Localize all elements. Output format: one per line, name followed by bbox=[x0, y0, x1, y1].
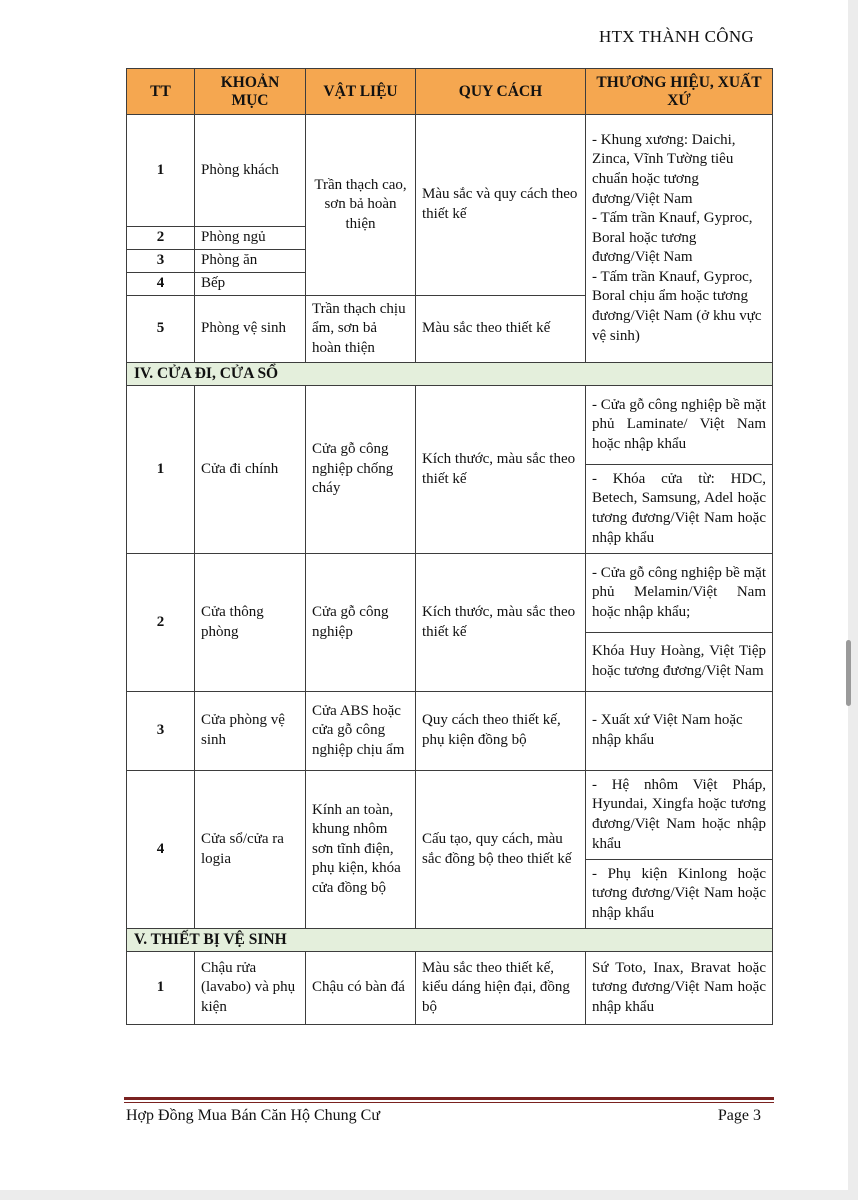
row-material: Trần thạch cao, sơn bả hoàn thiện bbox=[306, 115, 416, 296]
footer-rule bbox=[124, 1102, 774, 1103]
row-tt: 5 bbox=[127, 296, 195, 363]
brand-line: - Tấm trần Knauf, Gyproc, Boral chịu ẩm hoặc tương đương/Việt Nam (ở khu vực vệ sinh) bbox=[592, 268, 762, 344]
row-spec: Kích thước, màu sắc theo thiết kế bbox=[416, 554, 586, 692]
section-title: V. THIẾT BỊ VỆ SINH bbox=[127, 929, 773, 952]
row-brand: - Xuất xứ Việt Nam hoặc nhập khẩu bbox=[586, 692, 773, 771]
col-header-material: VẬT LIỆU bbox=[306, 69, 416, 115]
row-brand: - Cửa gỗ công nghiệp bề mặt phủ Melamin/Việt Nam hoặc nhập khẩu; bbox=[586, 554, 773, 633]
spec-table bbox=[126, 68, 773, 1025]
row-tt: 3 bbox=[127, 692, 195, 771]
row-material: Kính an toàn, khung nhôm sơn tĩnh điện, phụ kiện, khóa cửa đồng bộ bbox=[306, 771, 416, 929]
section-title: IV. CỬA ĐI, CỬA SỔ bbox=[127, 363, 773, 386]
row-item: Phòng ăn bbox=[195, 250, 306, 273]
row-item: Chậu rửa (lavabo) và phụ kiện bbox=[195, 952, 306, 1025]
col-header-tt: TT bbox=[127, 69, 195, 115]
row-brand: - Cửa gỗ công nghiệp bề mặt phủ Laminate/ Việt Nam hoặc nhập khẩu bbox=[586, 386, 773, 465]
section-row bbox=[127, 363, 773, 386]
row-item: Cửa sổ/cửa ra logia bbox=[195, 771, 306, 929]
row-item: Phòng vệ sinh bbox=[195, 296, 306, 363]
page-number: Page 3 bbox=[717, 1107, 761, 1124]
table-row bbox=[127, 554, 773, 633]
row-tt: 2 bbox=[127, 554, 195, 692]
table-row bbox=[127, 771, 773, 860]
row-tt: 3 bbox=[127, 250, 195, 273]
table-row bbox=[127, 952, 773, 1025]
row-tt: 1 bbox=[127, 115, 195, 227]
row-item: Cửa thông phòng bbox=[195, 554, 306, 692]
row-tt: 4 bbox=[127, 771, 195, 929]
row-spec: Màu sắc và quy cách theo thiết kế bbox=[416, 115, 586, 296]
row-material: Cửa gỗ công nghiệp bbox=[306, 554, 416, 692]
col-header-brand: THƯƠNG HIỆU, XUẤT XỨ bbox=[586, 69, 773, 115]
table-row bbox=[127, 386, 773, 465]
row-spec: Màu sắc theo thiết kế, kiểu dáng hiện đại, đồng bộ bbox=[416, 952, 586, 1025]
brand-line: - Khung xương: Daichi, Zinca, Vĩnh Tường tiêu chuẩn hoặc tương đương/Việt Nam bbox=[592, 131, 736, 207]
row-spec: Quy cách theo thiết kế, phụ kiện đồng bộ bbox=[416, 692, 586, 771]
row-item: Phòng ngủ bbox=[195, 227, 306, 250]
row-spec: Màu sắc theo thiết kế bbox=[416, 296, 586, 363]
row-item: Phòng khách bbox=[195, 115, 306, 227]
org-header: HTX THÀNH CÔNG bbox=[599, 27, 754, 46]
row-spec: Kích thước, màu sắc theo thiết kế bbox=[416, 386, 586, 554]
col-header-spec: QUY CÁCH bbox=[416, 69, 586, 115]
footer-rule bbox=[124, 1097, 774, 1100]
row-brand: - Phụ kiện Kinlong hoặc tương đương/Việt Nam hoặc nhập khẩu bbox=[586, 860, 773, 929]
section-row bbox=[127, 929, 773, 952]
table-row bbox=[127, 115, 773, 227]
row-material: Cửa ABS hoặc cửa gỗ công nghiệp chịu ẩm bbox=[306, 692, 416, 771]
table-header-row bbox=[127, 69, 773, 115]
row-brand: Khóa Huy Hoàng, Việt Tiệp hoặc tương đương/Việt Nam bbox=[586, 633, 773, 692]
row-item: Cửa phòng vệ sinh bbox=[195, 692, 306, 771]
row-tt: 1 bbox=[127, 952, 195, 1025]
row-tt: 4 bbox=[127, 273, 195, 296]
row-item: Bếp bbox=[195, 273, 306, 296]
row-material: Chậu có bàn đá bbox=[306, 952, 416, 1025]
row-tt: 1 bbox=[127, 386, 195, 554]
row-item: Cửa đi chính bbox=[195, 386, 306, 554]
row-brand: - Hệ nhôm Việt Pháp, Hyundai, Xingfa hoặc tương đương/Việt Nam hoặc nhập khẩu bbox=[586, 771, 773, 860]
table-row bbox=[127, 692, 773, 771]
row-brand bbox=[586, 115, 773, 363]
col-header-item: KHOẢN MỤC bbox=[195, 69, 306, 115]
brand-line: - Tấm trần Knauf, Gyproc, Boral hoặc tương đương/Việt Nam bbox=[592, 210, 753, 266]
footer-title: Hợp Đồng Mua Bán Căn Hộ Chung Cư bbox=[126, 1107, 381, 1124]
row-tt: 2 bbox=[127, 227, 195, 250]
row-brand: Sứ Toto, Inax, Bravat hoặc tương đương/Việt Nam hoặc nhập khẩu bbox=[586, 952, 773, 1025]
row-material: Trần thạch chịu ẩm, sơn bả hoàn thiện bbox=[306, 296, 416, 363]
scrollbar-thumb[interactable] bbox=[846, 640, 851, 706]
row-material: Cửa gỗ công nghiệp chống cháy bbox=[306, 386, 416, 554]
row-brand: - Khóa cửa từ: HDC, Betech, Samsung, Adel hoặc tương đương/Việt Nam hoặc nhập khẩu bbox=[586, 465, 773, 554]
row-spec: Cấu tạo, quy cách, màu sắc đồng bộ theo thiết kế bbox=[416, 771, 586, 929]
